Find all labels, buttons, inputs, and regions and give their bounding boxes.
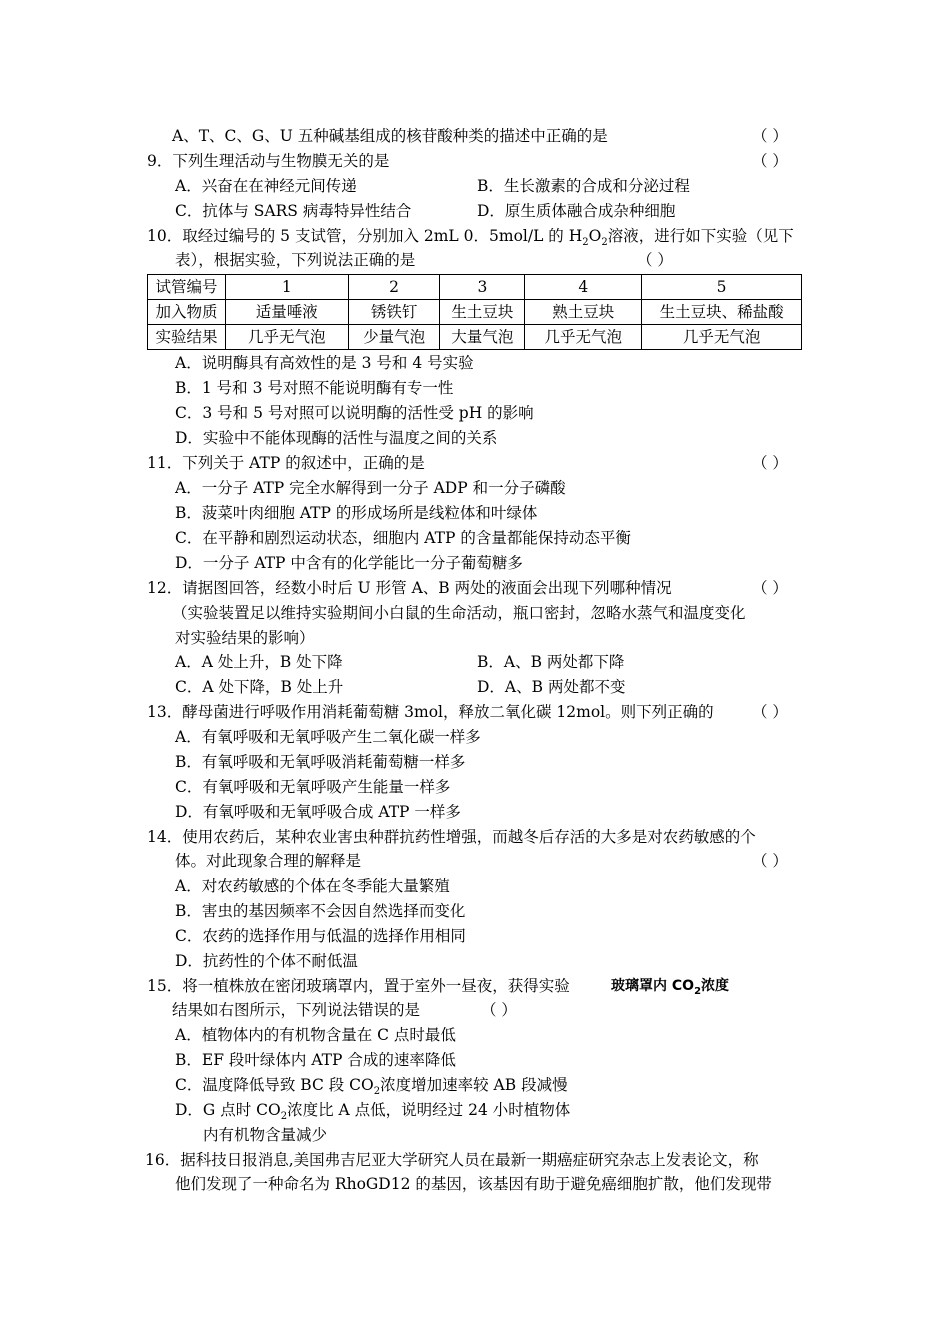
q11-answer-paren: （ ）	[752, 454, 788, 472]
q13-option-a: A．有氧呼吸和无氧呼吸产生二氧化碳一样多	[175, 728, 481, 746]
table-cell: 试管编号	[148, 275, 226, 300]
q13-option-b: B．有氧呼吸和无氧呼吸消耗葡萄糖一样多	[175, 753, 466, 771]
table-cell: 实验结果	[148, 325, 226, 350]
q10-stem-line2: 表），根据实验，下列说法正确的是	[175, 251, 416, 269]
q14-stem-line2: 体。对此现象合理的解释是	[175, 852, 362, 870]
q15-stem-line1: 15．将一植株放在密闭玻璃罩内，置于室外一昼夜，获得实验	[147, 977, 570, 995]
table-cell: 少量气泡	[348, 325, 440, 350]
table-cell: 4	[525, 275, 642, 300]
table-cell: 锈铁钉	[348, 300, 440, 325]
q10-answer-paren: （ ）	[637, 251, 673, 269]
q15-figure-label: 玻璃罩内 $CO_2$浓度	[611, 978, 730, 997]
q8-answer-paren: （ ）	[752, 127, 788, 145]
q10-option-d: D．实验中不能体现酶的活性与温度之间的关系	[175, 429, 498, 447]
q15-option-d: D．G 点时 $CO_2$浓度比 A 点低，说明经过 24 小时植物体	[175, 1101, 571, 1123]
q11-option-d: D．一分子 ATP 中含有的化学能比一分子葡萄糖多	[175, 554, 523, 572]
table-cell: 5	[642, 275, 802, 300]
q11-stem: 11．下列关于 ATP 的叙述中，正确的是	[147, 454, 425, 472]
q14-option-d: D．抗药性的个体不耐低温	[175, 952, 358, 970]
q15-option-b: B．EF 段叶绿体内 ATP 合成的速率降低	[175, 1051, 456, 1069]
q12-answer-paren: （ ）	[752, 579, 788, 597]
q11-option-c: C．在平静和剧烈运动状态，细胞内 ATP 的含量都能保持动态平衡	[175, 529, 631, 547]
q13-option-d: D．有氧呼吸和无氧呼吸合成 ATP 一样多	[175, 803, 461, 821]
q12-note-line2: 对实验结果的影响）	[175, 629, 315, 647]
table-cell: 2	[348, 275, 440, 300]
q11-option-b: B．菠菜叶肉细胞 ATP 的形成场所是线粒体和叶绿体	[175, 504, 538, 522]
q10-stem-line1: 10．取经过编号的 5 支试管，分别加入 2mL 0．5mol/L 的 $H_2O_2$溶液，进行如下实验（见下	[147, 227, 794, 249]
table-cell: 几乎无气泡	[642, 325, 802, 350]
q15-stem-line2: 结果如右图所示，下列说法错误的是	[172, 1001, 421, 1019]
table-cell: 适量唾液	[225, 300, 348, 325]
q14-option-c: C．农药的选择作用与低温的选择作用相同	[175, 927, 466, 945]
table-cell: 熟土豆块	[525, 300, 642, 325]
q9-option-c: C．抗体与 SARS 病毒特异性结合	[175, 202, 412, 220]
q9-option-b: B．生长激素的合成和分泌过程	[477, 177, 690, 195]
experiment-table	[147, 274, 802, 350]
q12-option-b: B．A、B 两处都下降	[477, 653, 625, 671]
q13-stem: 13．酵母菌进行呼吸作用消耗葡萄糖 3mol，释放二氧化碳 12mol。则下列正确的	[147, 703, 714, 721]
table-cell: 加入物质	[148, 300, 226, 325]
q14-option-a: A．对农药敏感的个体在冬季能大量繁殖	[175, 877, 450, 895]
q14-option-b: B．害虫的基因频率不会因自然选择而变化	[175, 902, 466, 920]
q15-option-a: A．植物体内的有机物含量在 C 点时最低	[175, 1026, 456, 1044]
q15-answer-paren: （ ）	[481, 1001, 517, 1019]
q10-option-a: A．说明酶具有高效性的是 3 号和 4 号实验	[175, 354, 474, 372]
q12-note-line1: （实验装置足以维持实验期间小白鼠的生命活动，瓶口密封，忽略水蒸气和温度变化	[172, 604, 746, 622]
q15-option-d-continued: 内有机物含量减少	[203, 1126, 328, 1144]
q12-stem: 12．请据图回答，经数小时后 U 形管 A、B 两处的液面会出现下列哪种情况	[147, 579, 672, 597]
table-cell: 生土豆块、稀盐酸	[642, 300, 802, 325]
table-row	[148, 300, 802, 325]
table-cell: 几乎无气泡	[225, 325, 348, 350]
q12-option-d: D．A、B 两处都不变	[477, 678, 626, 696]
q9-answer-paren: （ ）	[752, 152, 788, 170]
table-cell: 1	[225, 275, 348, 300]
table-cell: 生土豆块	[440, 300, 525, 325]
q13-option-c: C．有氧呼吸和无氧呼吸产生能量一样多	[175, 778, 451, 796]
q9-stem: 9．下列生理活动与生物膜无关的是	[147, 152, 390, 170]
q12-option-a: A．A 处上升，B 处下降	[175, 653, 343, 671]
q9-option-a: A．兴奋在在神经元间传递	[175, 177, 357, 195]
q10-option-b: B．1 号和 3 号对照不能说明酶有专一性	[175, 379, 454, 397]
q16-stem-line1: 16．据科技日报消息,美国弗吉尼亚大学研究人员在最新一期癌症研究杂志上发表论文，称	[145, 1151, 759, 1169]
q15-option-c: C．温度降低导致 BC 段 $CO_2$浓度增加速率较 AB 段减慢	[175, 1076, 568, 1098]
table-header-row	[148, 275, 802, 300]
q10-option-c: C．3 号和 5 号对照可以说明酶的活性受 pH 的影响	[175, 404, 534, 422]
q14-stem-line1: 14．使用农药后，某种农业害虫种群抗药性增强，而越冬后存活的大多是对农药敏感的个	[147, 828, 756, 846]
q11-option-a: A．一分子 ATP 完全水解得到一分子 ADP 和一分子磷酸	[175, 479, 566, 497]
q14-answer-paren: （ ）	[752, 852, 788, 870]
table-cell: 3	[440, 275, 525, 300]
q9-option-d: D．原生质体融合成杂种细胞	[477, 202, 676, 220]
table-cell: 几乎无气泡	[525, 325, 642, 350]
table-cell: 大量气泡	[440, 325, 525, 350]
q8-stem-tail: A、T、C、G、U 五种碱基组成的核苷酸种类的描述中正确的是	[172, 127, 608, 145]
table-row	[148, 325, 802, 350]
q13-answer-paren: （ ）	[752, 703, 788, 721]
q16-stem-line2: 他们发现了一种命名为 RhoGD12 的基因，该基因有助于避免癌细胞扩散，他们发现带	[175, 1175, 772, 1193]
q12-option-c: C．A 处下降，B 处上升	[175, 678, 344, 696]
